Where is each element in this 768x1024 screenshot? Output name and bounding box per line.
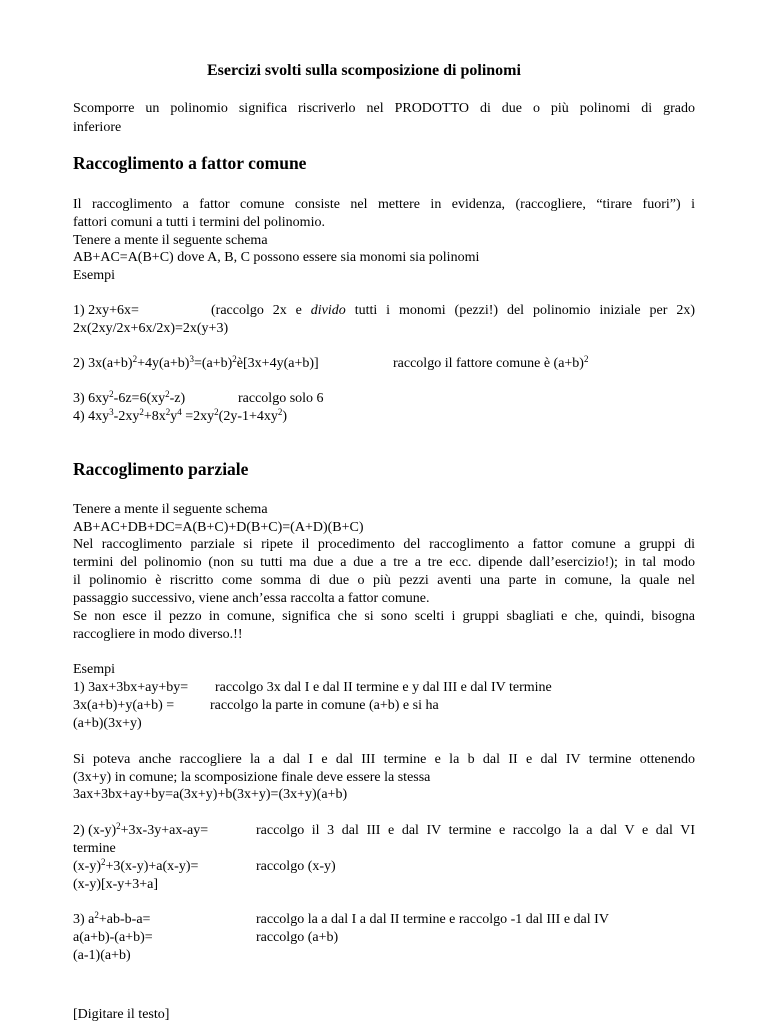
s2-example-2-step: $(x-y)^2+3(x-y)+a(x-y)=$ xyxy=(73,857,199,874)
s2-example-3-step: a(a+b)-(a+b)= xyxy=(73,930,153,945)
s2-example-3-note: raccolgo la a dal I a dal II termine e raccolgo -1 dal III e dal IV xyxy=(256,912,609,927)
section-heading-fattor-comune: Raccoglimento a fattor comune xyxy=(73,153,307,173)
section-heading-raccoglimento-parziale: Raccoglimento parziale xyxy=(73,459,249,479)
s2-example-1-result: (a+b)(3x+y) xyxy=(73,716,142,731)
s2-example-2-expression: 2) $(x-y)^2+3x-3y+ax-ay=$ xyxy=(73,821,209,838)
section1-paragraph-line-2: fattori comuni a tutti i termini del polinomio. xyxy=(73,215,325,230)
s1-example-1-note: (raccolgo 2x e divido tutti i monomi (pezzi!) del polinomio iniziale per 2x) xyxy=(211,303,695,318)
section2-paragraph-line: passaggio successivo, viene anch’essa raccolta a fattor comune. xyxy=(73,591,430,606)
s1-example-2-note: raccolgo il fattore comune è $(a+b)^2$ xyxy=(393,354,589,371)
section2-examples-label: Esempi xyxy=(73,662,115,677)
s1-example-2-expression: 2) $3x(a+b)^2+4y(a+b)^3=(a+b)^2è[3x+4y(a+b)]$ xyxy=(73,354,319,371)
s1-example-1-result: 2x(2xy/2x+6x/2x)=2x(y+3) xyxy=(73,321,229,336)
section2-paragraph-line: raccogliere in modo diverso.!! xyxy=(73,627,243,642)
s1-example-3-expression: 3) $6xy^2-6z=6(xy^2-z)$ xyxy=(73,389,186,406)
section1-schema-intro: Tenere a mente il seguente schema xyxy=(73,233,268,248)
s2-alternative-line: (3x+y) in comune; la scomposizione finale deve essere la stessa xyxy=(73,770,431,785)
s2-example-1-step-note: raccolgo la parte in comune (a+b) e si ha xyxy=(210,698,439,713)
section2-schema-intro: Tenere a mente il seguente schema xyxy=(73,502,268,517)
s2-example-3-expression: 3) $a^2+ab-b-a=$ xyxy=(73,910,151,927)
s2-example-2-note: raccolgo il 3 dal III e dal IV termine e raccolgo la a dal V e dal VI xyxy=(256,823,695,838)
intro-line-2: inferiore xyxy=(73,120,122,135)
intro-line-1: Scomporre un polinomio significa riscriverlo nel PRODOTTO di due o più polinomi di grado xyxy=(73,101,695,116)
section2-paragraph-line: Nel raccoglimento parziale si ripete il procedimento del raccoglimento a fattor comune a gruppi di xyxy=(73,537,695,552)
section2-paragraph-line: termini del polinomio (non su tutti ma due a due a tre a tre ecc. dipende dall’esercizio!); in tal modo xyxy=(73,555,695,570)
s2-alternative-line: Si poteva anche raccogliere la a dal I e dal III termine e la b dal II e dal IV termine ottenendo xyxy=(73,752,695,767)
s2-example-3-result: (a-1)(a+b) xyxy=(73,948,131,963)
s2-example-1-note: raccolgo 3x dal I e dal II termine e y dal III e dal IV termine xyxy=(215,680,552,695)
section2-paragraph-line: il polinomio è riscritto come somma di due o più pezzi aventi una parte in comune, la quale nel xyxy=(73,573,695,588)
section1-examples-label: Esempi xyxy=(73,268,115,283)
section1-paragraph-line-1: Il raccoglimento a fattor comune consiste nel mettere in evidenza, (raccogliere, “tirare fuori”) i xyxy=(73,197,695,212)
s2-example-2-result: (x-y)[x-y+3+a] xyxy=(73,877,158,892)
s1-example-3-note: raccolgo solo 6 xyxy=(238,391,324,406)
footer-placeholder[interactable]: [Digitare il testo] xyxy=(73,1007,170,1022)
s2-example-3-step-note: raccolgo (a+b) xyxy=(256,930,339,945)
section2-schema: AB+AC+DB+DC=A(B+C)+D(B+C)=(A+D)(B+C) xyxy=(73,520,364,535)
page-title: Esercizi svolti sulla scomposizione di polinomi xyxy=(207,62,521,79)
s1-example-1-expression: 1) 2xy+6x= xyxy=(73,303,139,318)
s2-example-1-expression: 1) 3ax+3bx+ay+by= xyxy=(73,680,189,695)
section2-paragraph-line: Se non esce il pezzo in comune, significa che si sono scelti i gruppi sbagliati e che, quindi, bisogna xyxy=(73,609,695,624)
section1-schema: AB+AC=A(B+C) dove A, B, C possono essere sia monomi sia polinomi xyxy=(73,250,480,265)
s2-example-2-step-note: raccolgo (x-y) xyxy=(256,859,336,874)
s2-example-1-step: 3x(a+b)+y(a+b) = xyxy=(73,698,175,713)
s1-example-4-expression: 4) $4xy^3-2xy^2+8x^2y^4 =2xy^2(2y-1+4xy^2)$ xyxy=(73,407,288,424)
s2-alternative-result: 3ax+3bx+ay+by=a(3x+y)+b(3x+y)=(3x+y)(a+b) xyxy=(73,787,348,802)
s2-example-2-note-continued: termine xyxy=(73,841,116,856)
